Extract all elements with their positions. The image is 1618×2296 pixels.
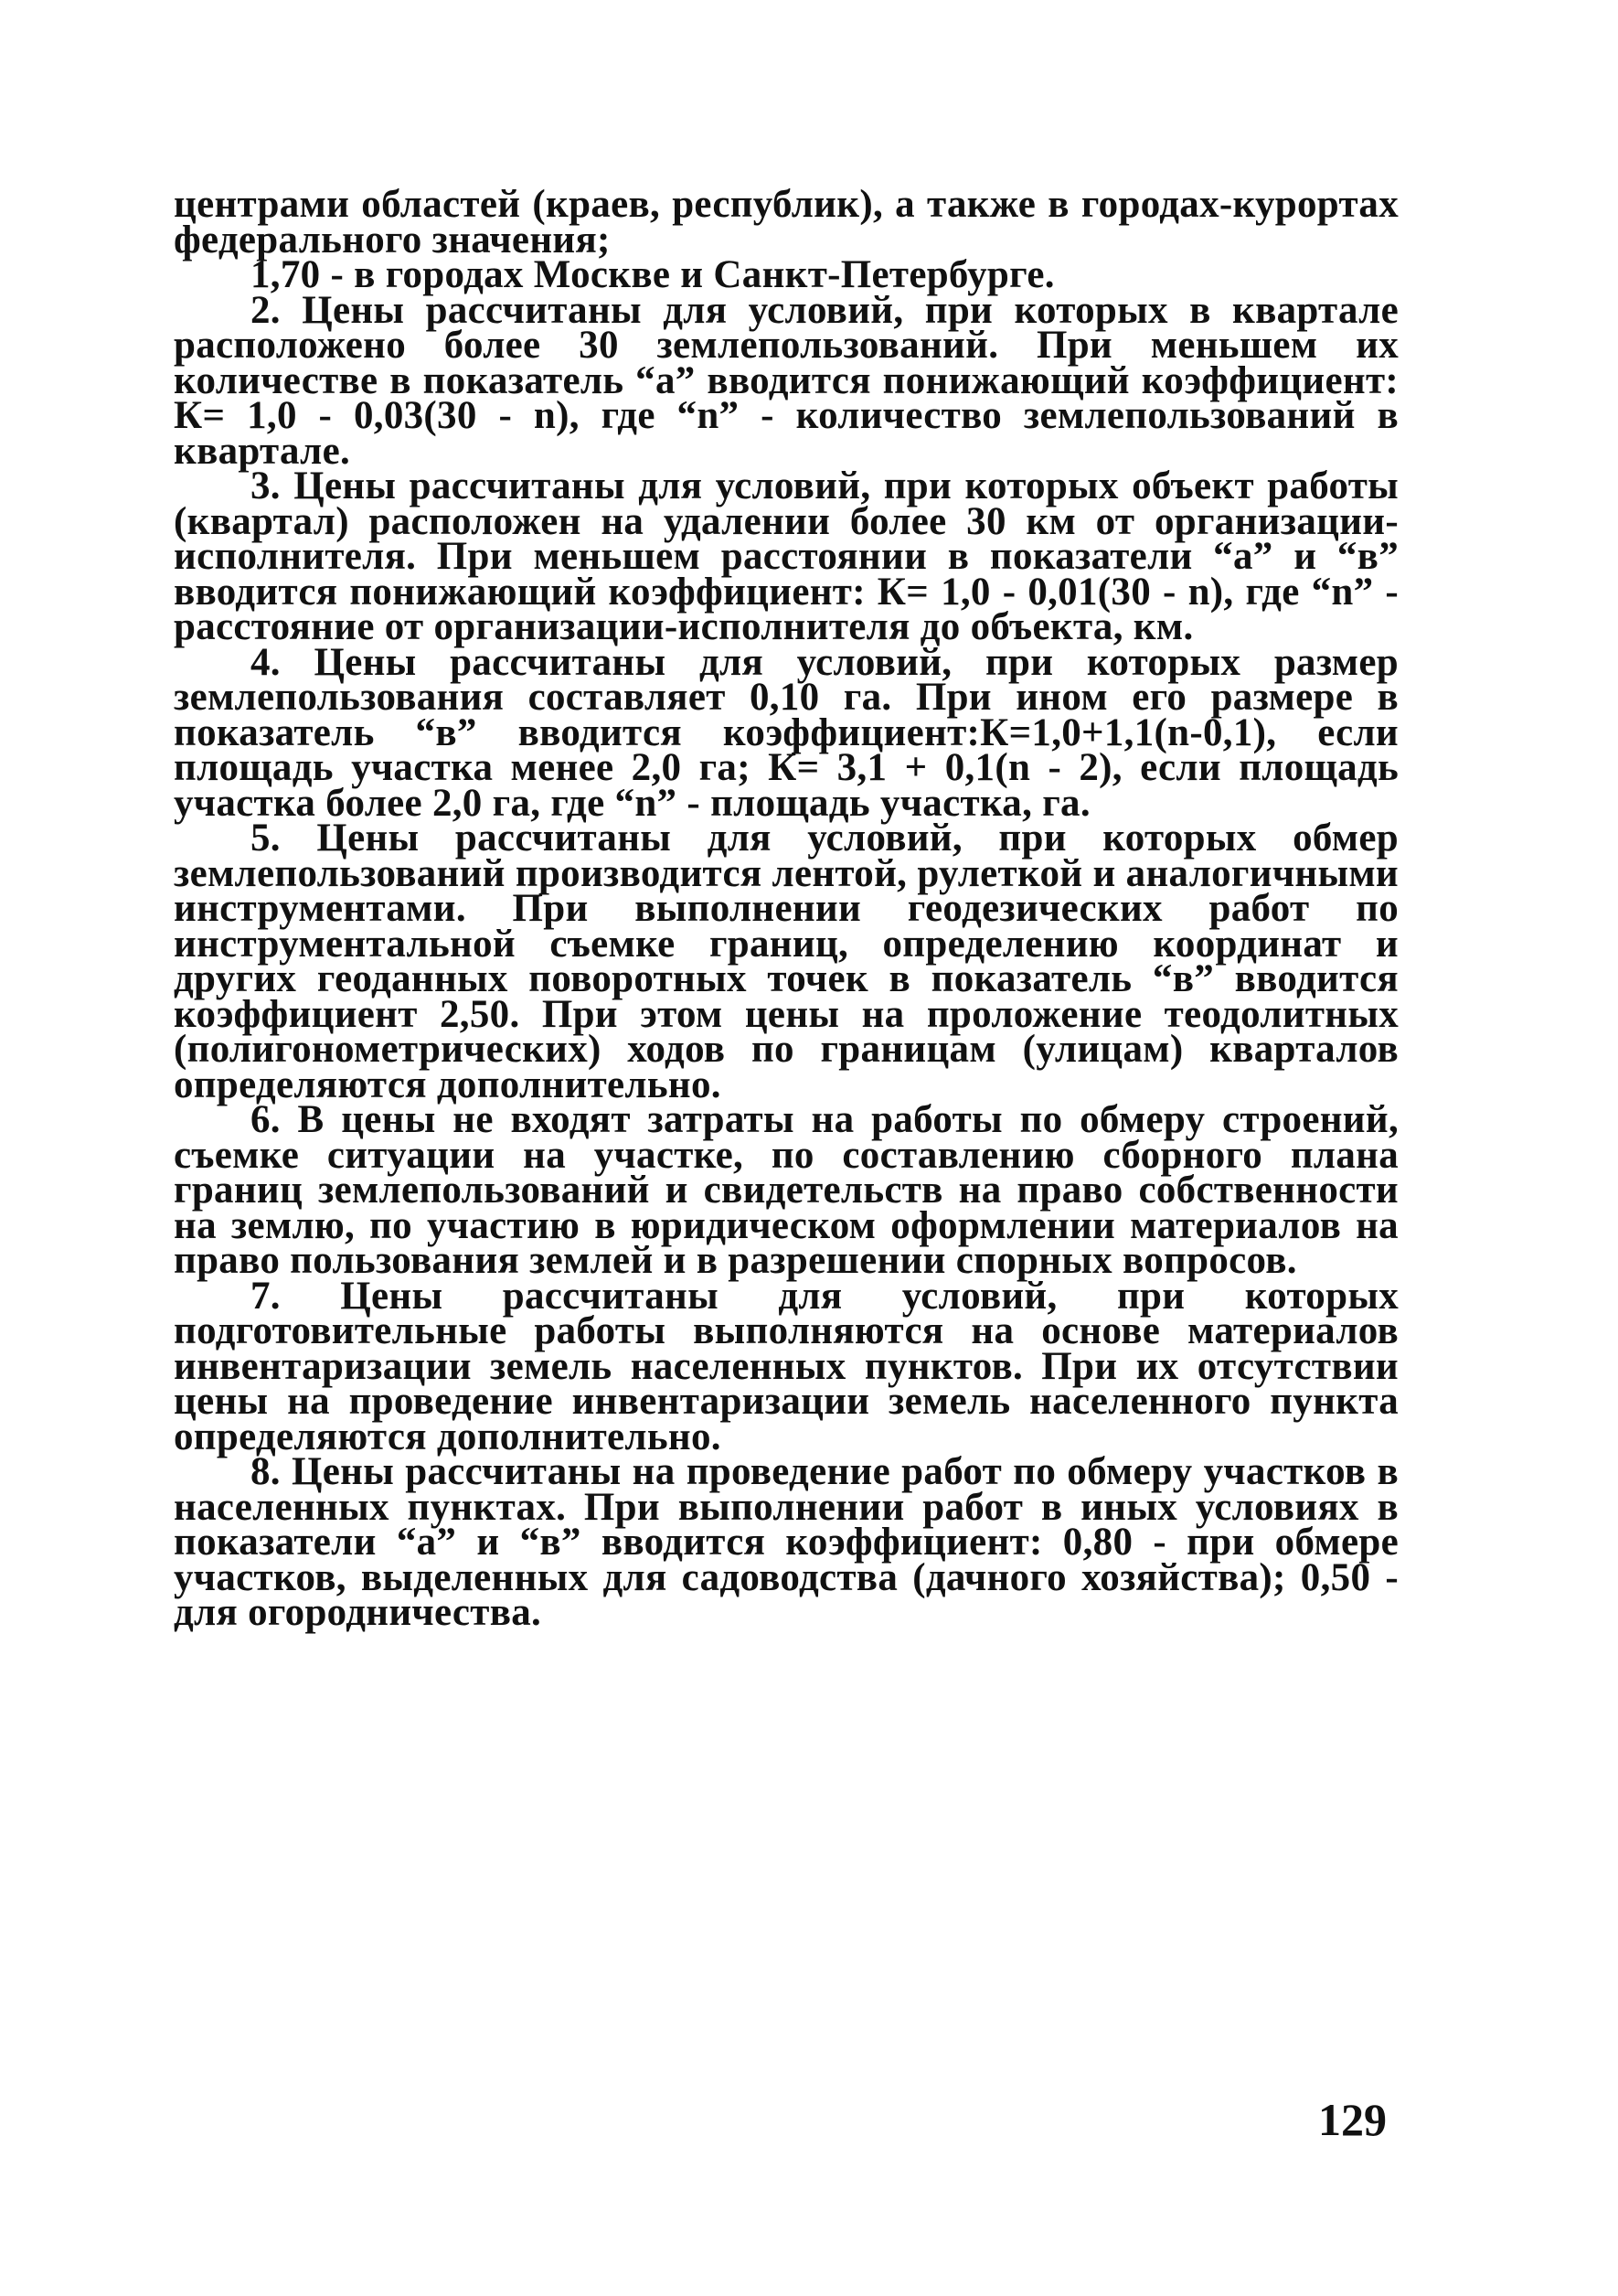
paragraph-note-4: 4. Цены рассчитаны для условий, при которых размер землепользования составляет 0,10 га. При ином его размере в показатель “в” вводится коэффициент:К=1,0+1,1(n-0,1), если площадь участка менее 2,0 га; К= 3,1 + 0,1(n - 2), если площадь участка более 2,0 га, где “n” - площадь участка, га. (174, 640, 1399, 825)
paragraph-note-7: 7. Цены рассчитаны для условий, при которых подготовительные работы выполняются на основе материалов инвентаризации земель населенных пунктов. При их отсутствии цены на проведение инвентаризации земель населенного пункта определяются дополнительно. (174, 1274, 1399, 1458)
paragraph-note-8: 8. Цены рассчитаны на проведение работ по обмеру участков в населенных пунктах. При выполнении работ в иных условиях в показатели “а” и “в” вводится коэффициент: 0,80 - при обмере участков, выделенных для садоводства (дачного хозяйства); 0,50 - для огородничества. (174, 1450, 1399, 1634)
paragraph-note-2: 2. Цены рассчитаны для условий, при которых в квартале расположено более 30 землепользований. При меньшем их количестве в показатель “а” вводится понижающий коэффициент: К= 1,0 - 0,03(30 - n), где “n” - количество землепользований в квартале. (174, 288, 1399, 473)
body-text (174, 183, 1399, 1634)
page-number: 129 (1318, 2094, 1387, 2145)
paragraph-note-5: 5. Цены рассчитаны для условий, при которых обмер землепользований производится лентой, рулеткой и аналогичными инструментами. При выполнении геодезических работ по инструментальной съемке границ, определению координат и других геоданных поворотных точек в показатель “в” вводится коэффициент 2,50. При этом цены на проложение теодолитных (полигонометрических) ходов по границам (улицам) кварталов определяются дополнительно. (174, 817, 1399, 1106)
paragraph-note-6: 6. В цены не входят затраты на работы по обмеру строений, съемке ситуации на участке, по составлению сборного плана границ землепользований и свидетельств на право собственности на землю, по участию в юридическом оформлении материалов на право пользования землей и в разрешении спорных вопросов. (174, 1098, 1399, 1282)
paragraph-coefficient-moscow: 1,70 - в городах Москве и Санкт-Петербурге. (250, 253, 1055, 296)
paragraph-note-3: 3. Цены рассчитаны для условий, при которых объект работы (квартал) расположен на удалении более 30 км от организации-исполнителя. При меньшем расстоянии в показатели “а” и “в” вводится понижающий коэффициент: К= 1,0 - 0,01(30 - n), где “n” - расстояние от организации-исполнителя до объекта, км. (174, 465, 1399, 648)
paragraph-continuation: центрами областей (краев, республик), а также в городах-курортах федерального значения; (174, 183, 1399, 262)
